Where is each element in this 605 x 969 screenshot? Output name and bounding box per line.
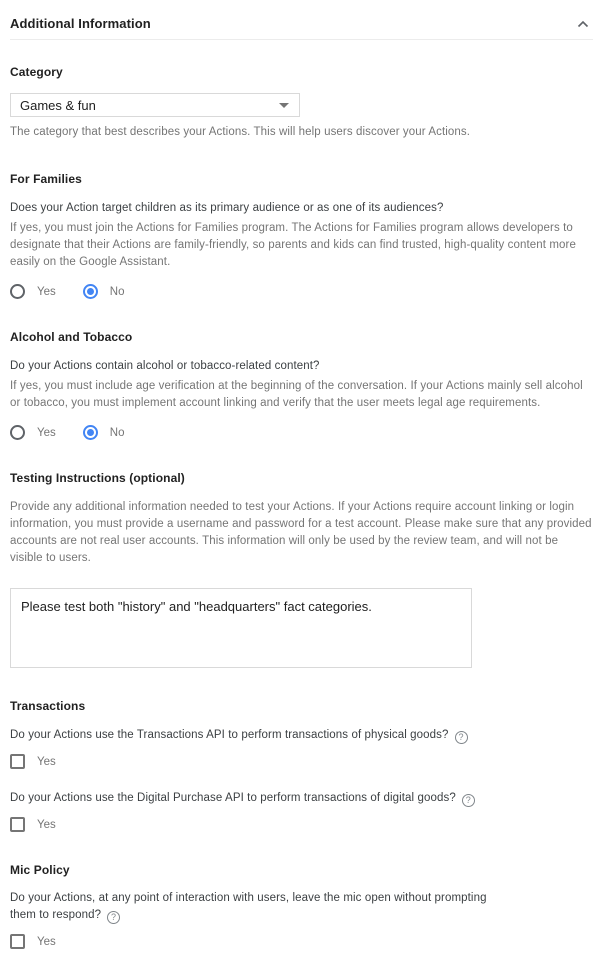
mic-policy-checkbox[interactable] bbox=[10, 934, 593, 949]
category-selected-value: Games & fun bbox=[20, 97, 96, 113]
alcohol-tobacco-radio-yes[interactable] bbox=[10, 425, 56, 440]
for-families-radio-yes[interactable] bbox=[10, 284, 56, 299]
category-select[interactable] bbox=[10, 93, 300, 117]
radio-label: No bbox=[109, 285, 125, 298]
checkbox-label: Yes bbox=[37, 935, 56, 948]
question-text: Do your Actions use the Transactions API to perform transactions of physical goods? bbox=[10, 729, 449, 741]
testing-instructions-title: Testing Instructions (optional) bbox=[10, 471, 185, 485]
mic-policy-section bbox=[10, 863, 593, 949]
checkbox-icon bbox=[10, 754, 25, 769]
panel-header bbox=[10, 0, 593, 40]
alcohol-tobacco-description: If yes, you must include age verification at the beginning of the conversation. If your Actions mainly sell alcohol or tobacco, you must implement account linking and verify that the user meets legal age requirements. bbox=[10, 380, 583, 409]
radio-label: Yes bbox=[37, 426, 56, 439]
help-icon[interactable]: ? bbox=[107, 911, 120, 924]
help-icon[interactable]: ? bbox=[455, 731, 468, 744]
for-families-radio-no[interactable] bbox=[83, 284, 125, 299]
transactions-physical-question bbox=[10, 727, 593, 744]
testing-instructions-section bbox=[10, 471, 593, 668]
radio-icon bbox=[10, 284, 25, 299]
for-families-question: Does your Action target children as its primary audience or as one of its audiences? bbox=[10, 202, 444, 214]
alcohol-tobacco-title: Alcohol and Tobacco bbox=[10, 330, 133, 344]
mic-policy-title: Mic Policy bbox=[10, 863, 70, 877]
category-help-text: The category that best describes your Actions. This will help users discover your Actions. bbox=[10, 126, 471, 138]
for-families-section bbox=[10, 172, 593, 299]
checkbox-label: Yes bbox=[37, 818, 56, 831]
alcohol-tobacco-section bbox=[10, 330, 593, 440]
radio-label: No bbox=[109, 426, 125, 439]
for-families-title: For Families bbox=[10, 172, 82, 186]
radio-icon bbox=[83, 284, 98, 299]
transactions-physical-checkbox[interactable] bbox=[10, 754, 593, 769]
collapse-section-button[interactable] bbox=[573, 14, 593, 33]
transactions-digital-checkbox[interactable] bbox=[10, 817, 593, 832]
question-text: Do your Actions, at any point of interaction with users, leave the mic open without prompting them to respond? bbox=[10, 892, 487, 921]
help-icon[interactable]: ? bbox=[462, 794, 475, 807]
transactions-section bbox=[10, 699, 593, 832]
transactions-title: Transactions bbox=[10, 699, 86, 713]
radio-icon bbox=[83, 425, 98, 440]
testing-instructions-description: Provide any additional information needed to test your Actions. If your Actions require account linking or login information, you must provide a username and password for a test account. Please make sure that any provided accounts are not real user accounts. This information will only be used by the review team, and will not be visible to users. bbox=[10, 501, 592, 564]
testing-instructions-textarea[interactable] bbox=[10, 588, 472, 668]
dropdown-arrow-icon bbox=[279, 103, 289, 108]
transactions-digital-question bbox=[10, 790, 593, 807]
radio-icon bbox=[10, 425, 25, 440]
category-label: Category bbox=[10, 65, 63, 79]
alcohol-tobacco-radio-no[interactable] bbox=[83, 425, 125, 440]
checkbox-icon bbox=[10, 817, 25, 832]
panel-title: Additional Information bbox=[10, 16, 151, 31]
for-families-radio-group bbox=[10, 284, 593, 299]
question-text: Do your Actions use the Digital Purchase API to perform transactions of digital goods? bbox=[10, 792, 456, 804]
checkbox-label: Yes bbox=[37, 755, 56, 768]
checkbox-icon bbox=[10, 934, 25, 949]
for-families-description: If yes, you must join the Actions for Families program. The Actions for Families program allows developers to designate that their Actions are family-friendly, so parents and kids can find trusted, high-quality content more easily on the Google Assistant. bbox=[10, 222, 576, 268]
radio-label: Yes bbox=[37, 285, 56, 298]
mic-policy-question bbox=[10, 890, 515, 924]
alcohol-tobacco-radio-group bbox=[10, 425, 593, 440]
category-section bbox=[10, 65, 593, 141]
chevron-up-icon bbox=[577, 16, 589, 31]
alcohol-tobacco-question: Do your Actions contain alcohol or tobacco-related content? bbox=[10, 360, 320, 372]
